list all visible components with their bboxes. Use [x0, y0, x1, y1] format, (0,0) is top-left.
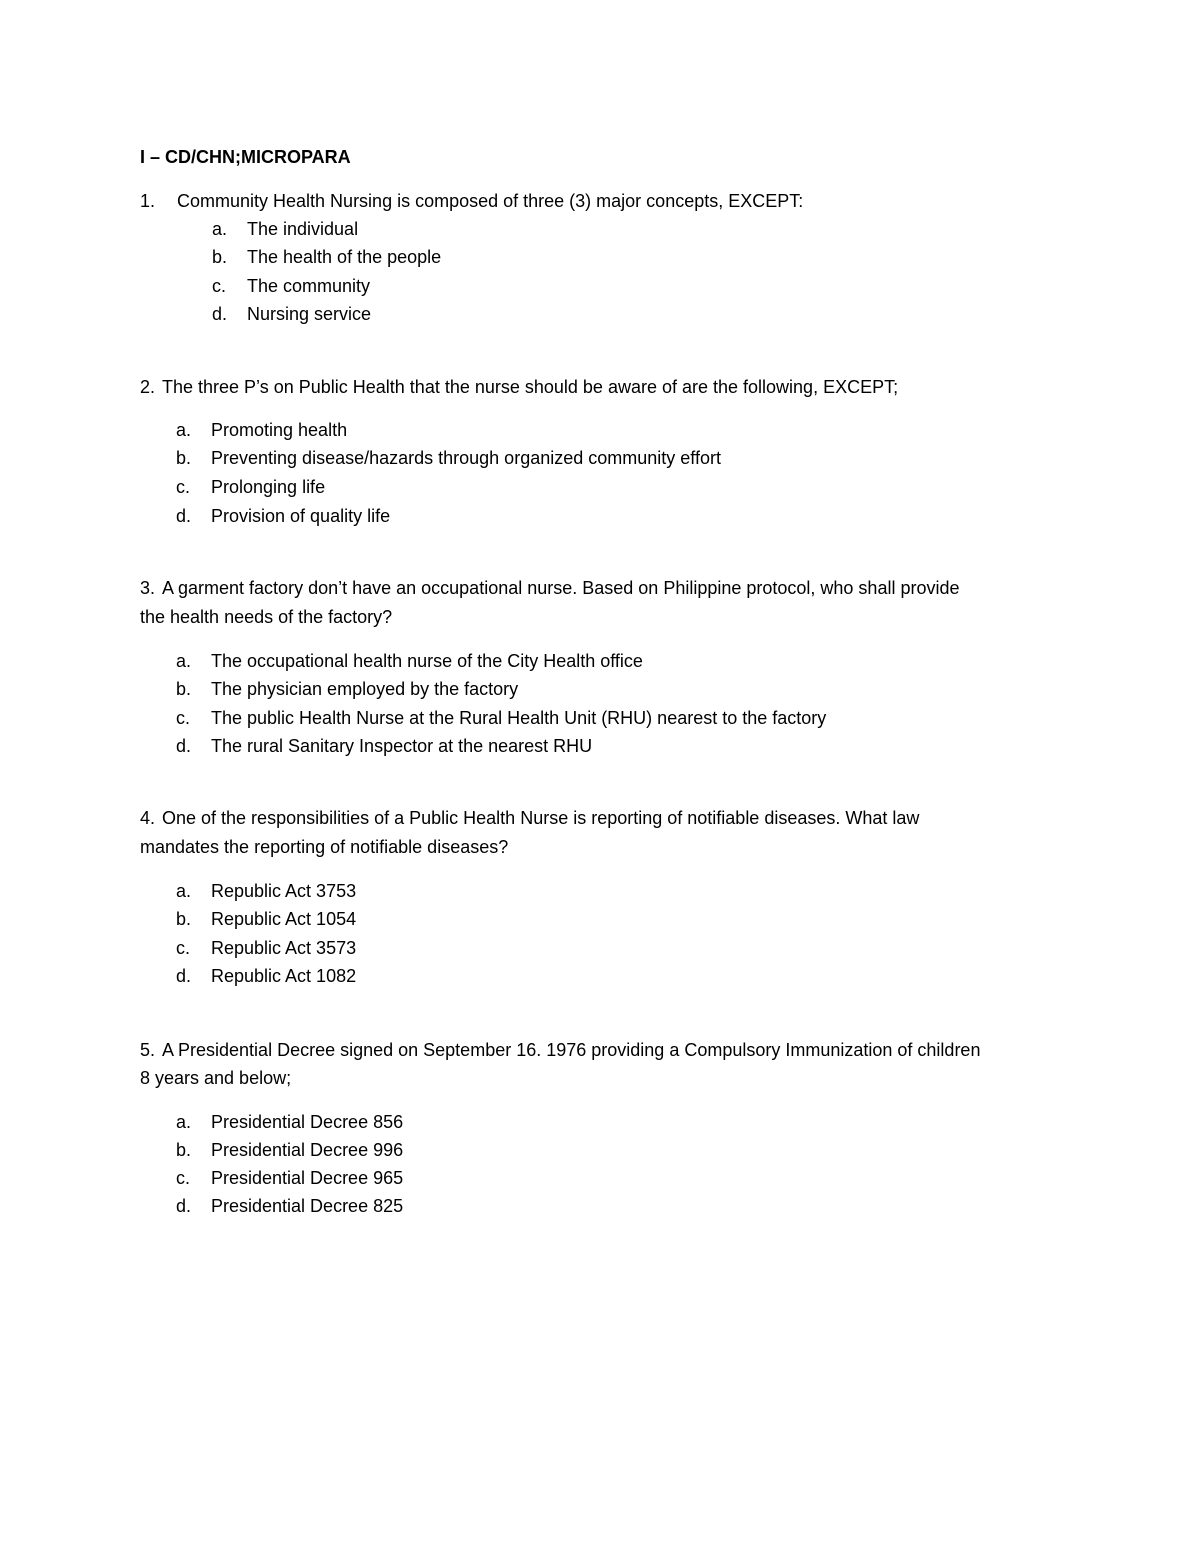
option-text: The occupational health nurse of the City Health office: [211, 651, 643, 671]
question-text-line-1: A Presidential Decree signed on September 16. 1976 providing a Compulsory Immunization of children: [162, 1040, 981, 1060]
question-number: 3.: [140, 578, 156, 598]
option-letter: c.: [176, 477, 191, 497]
option-letter: a.: [176, 881, 192, 901]
question-text-line-1: A garment factory don’t have an occupational nurse. Based on Philippine protocol, who shall provide: [162, 578, 960, 598]
option-letter: d.: [176, 966, 192, 986]
option-text: The health of the people: [247, 247, 442, 267]
option-text: Presidential Decree 856: [211, 1112, 404, 1132]
option-text: Republic Act 3753: [211, 881, 357, 901]
option-text: Preventing disease/hazards through organized community effort: [211, 448, 721, 468]
question-number: 1.: [140, 191, 156, 211]
option-letter: c.: [176, 938, 191, 958]
option-text: Nursing service: [247, 304, 372, 324]
option-text: Republic Act 1082: [211, 966, 357, 986]
option-letter: d.: [176, 1196, 192, 1216]
option-letter: b.: [176, 909, 192, 929]
option-text: The public Health Nurse at the Rural Health Unit (RHU) nearest to the factory: [211, 708, 827, 728]
question-text-line-2: 8 years and below;: [140, 1068, 292, 1088]
question-number: 4.: [140, 808, 156, 828]
option-letter: b.: [212, 247, 228, 267]
option-letter: a.: [176, 420, 192, 440]
question-number: 2.: [140, 377, 156, 397]
option-text: Republic Act 3573: [211, 938, 357, 958]
option-letter: c.: [176, 708, 191, 728]
question-text-line-1: One of the responsibilities of a Public Health Nurse is reporting of notifiable diseases. What law: [162, 808, 920, 828]
option-text: Provision of quality life: [211, 506, 391, 526]
option-letter: d.: [212, 304, 228, 324]
option-text: The physician employed by the factory: [211, 679, 519, 699]
option-letter: b.: [176, 679, 192, 699]
option-letter: a.: [212, 219, 228, 239]
question-text: The three P’s on Public Health that the nurse should be aware of are the following, EXCEPT;: [162, 377, 899, 397]
option-text: The rural Sanitary Inspector at the nearest RHU: [211, 736, 593, 756]
question-number: 5.: [140, 1040, 156, 1060]
option-letter: d.: [176, 736, 192, 756]
option-letter: b.: [176, 1140, 192, 1160]
option-text: Republic Act 1054: [211, 909, 357, 929]
option-letter: b.: [176, 448, 192, 468]
option-text: Presidential Decree 965: [211, 1168, 404, 1188]
question-text: Community Health Nursing is composed of three (3) major concepts, EXCEPT:: [177, 191, 804, 211]
option-text: Prolonging life: [211, 477, 326, 497]
question-text-line-2: the health needs of the factory?: [140, 607, 393, 627]
option-text: Promoting health: [211, 420, 348, 440]
option-text: Presidential Decree 825: [211, 1196, 404, 1216]
option-letter: d.: [176, 506, 192, 526]
option-letter: a.: [176, 1112, 192, 1132]
question-text-line-2: mandates the reporting of notifiable diseases?: [140, 837, 509, 857]
option-text: The community: [247, 276, 371, 296]
option-text: Presidential Decree 996: [211, 1140, 404, 1160]
option-letter: a.: [176, 651, 192, 671]
option-letter: c.: [212, 276, 227, 296]
option-letter: c.: [176, 1168, 191, 1188]
document-title: I – CD/CHN;MICROPARA: [140, 147, 351, 167]
option-text: The individual: [247, 219, 359, 239]
